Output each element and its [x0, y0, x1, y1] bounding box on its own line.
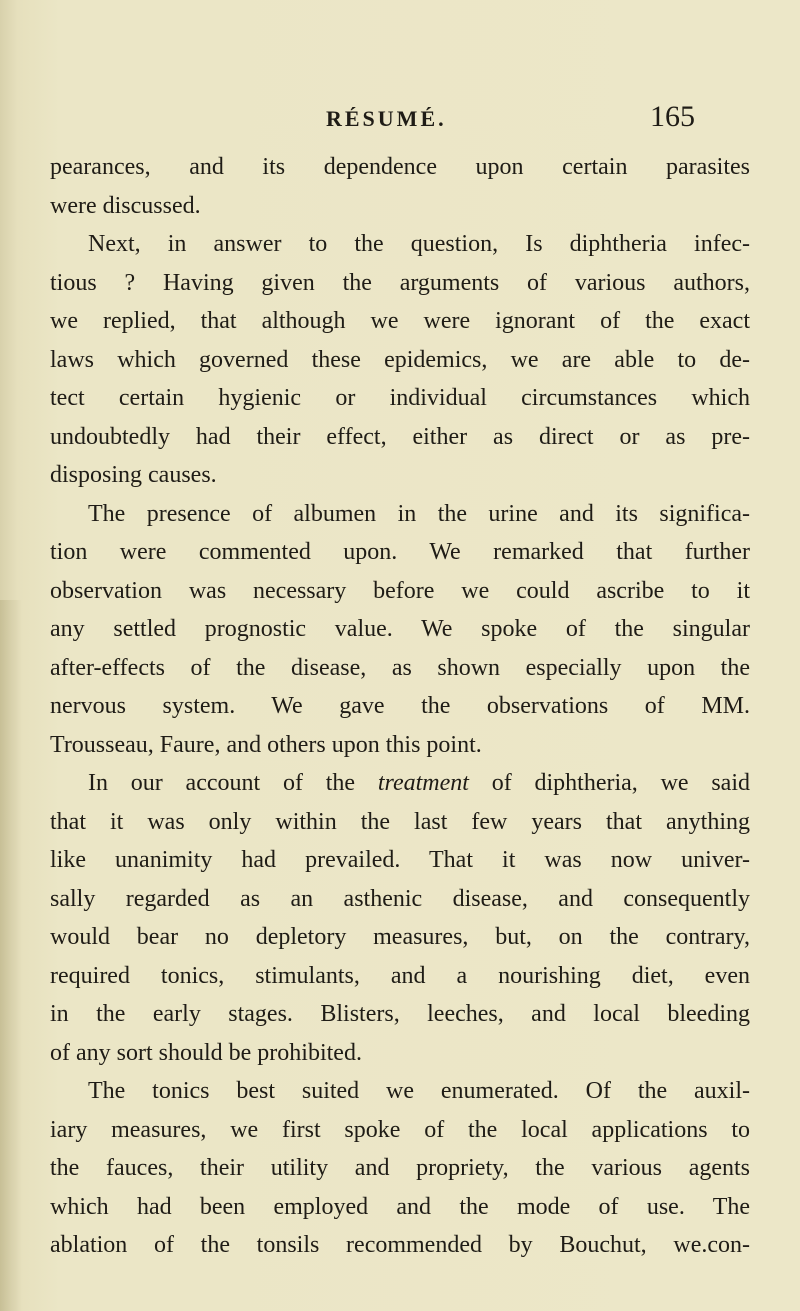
- text-line: laws which governed these epidemics, we are able to de-: [50, 346, 750, 373]
- text-line: iary measures, we first spoke of the local applications to: [50, 1116, 750, 1143]
- text-line: disposing causes.: [50, 462, 217, 488]
- text-line: tious ? Having given the arguments of various authors,: [50, 269, 750, 296]
- text-line: would bear no depletory measures, but, on the contrary,: [50, 924, 750, 950]
- text-line: sally regarded as an asthenic disease, and consequently: [50, 885, 750, 912]
- text-line: of any sort should be prohibited.: [50, 1039, 362, 1066]
- text-line: that it was only within the last few years that anything: [50, 808, 750, 835]
- text-line: were discussed.: [50, 192, 201, 219]
- page-number: 165: [650, 100, 695, 133]
- emphasis-treatment: treatment: [377, 770, 469, 796]
- text-line: [50, 764, 750, 803]
- text-line: Next, in answer to the question, Is diphtheria infec-: [88, 231, 750, 257]
- text-line: which had been employed and the mode of use. The: [50, 1193, 750, 1220]
- text-line: like unanimity had prevailed. That it was now univer-: [50, 847, 750, 873]
- text-line: tect certain hygienic or individual circumstances which: [50, 385, 750, 411]
- running-head: RÉSUMÉ.: [326, 106, 447, 131]
- text-line: Trousseau, Faure, and others upon this point.: [50, 731, 482, 758]
- page-edge-shadow: [0, 600, 22, 1311]
- text-line: pearances, and its dependence upon certain parasites: [50, 154, 750, 180]
- text-line: any settled prognostic value. We spoke of the singular: [50, 616, 750, 642]
- text-line: undoubtedly had their effect, either as direct or as pre-: [50, 423, 750, 450]
- text-line: The presence of albumen in the urine and its significa-: [88, 500, 750, 527]
- text-line: the fauces, their utility and propriety, the various agents: [50, 1155, 750, 1181]
- text-line: in the early stages. Blisters, leeches, and local bleeding: [50, 1001, 750, 1027]
- text-line: we replied, that although we were ignorant of the exact: [50, 308, 750, 334]
- body-text: [50, 148, 750, 1265]
- page-header: [0, 96, 800, 136]
- text-line: nervous system. We gave the observations of MM.: [50, 693, 750, 719]
- text-line: required tonics, stimulants, and a nourishing diet, even: [50, 962, 750, 989]
- text-line: after-effects of the disease, as shown especially upon the: [50, 654, 750, 681]
- text-segment: In our account of the: [88, 770, 378, 796]
- text-segment: of diphtheria, we said: [468, 770, 751, 796]
- text-line: observation was necessary before we could ascribe to it: [50, 577, 750, 604]
- text-line: The tonics best suited we enumerated. Of the auxil-: [88, 1078, 750, 1104]
- text-line: ablation of the tonsils recommended by Bouchut, we.con-: [50, 1232, 750, 1258]
- text-line: tion were commented upon. We remarked that further: [50, 539, 750, 565]
